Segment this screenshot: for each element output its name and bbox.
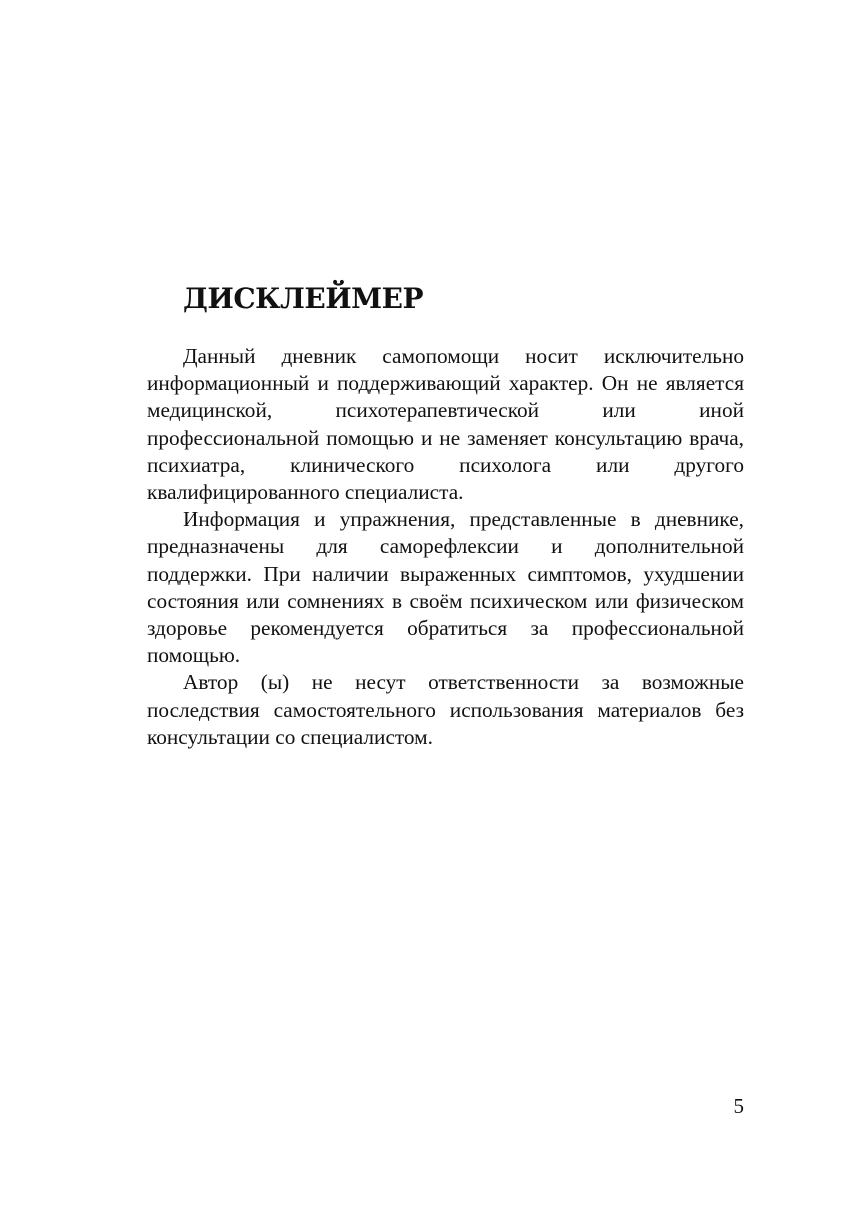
page-number: 5 — [733, 1094, 744, 1118]
paragraph-1: Данный дневник самопомощи носит исключительно информационный и поддерживающий характер. Он не является медицинской, психотерапевтической или иной профессиональной помощью и не заменяет консультацию врача, психиатра, клинического психолога или другого квалифицированного специалиста. — [147, 344, 744, 505]
disclaimer-body — [147, 343, 744, 751]
paragraph-3: Автор (ы) не несут ответственности за возможные последствия самостоятельного использования материалов без консультации со специалистом. — [147, 670, 744, 749]
paragraph-2: Информация и упражнения, представленные в дневнике, предназначены для саморефлексии и дополнительной поддержки. При наличии выраженных симптомов, ухудшении состояния или сомнениях в своём психическом или физическом здоровье рекомендуется обратиться за профессиональной помощью. — [147, 507, 744, 668]
page-content — [147, 283, 744, 751]
page-title: ДИСКЛЕЙМЕР — [183, 282, 424, 315]
